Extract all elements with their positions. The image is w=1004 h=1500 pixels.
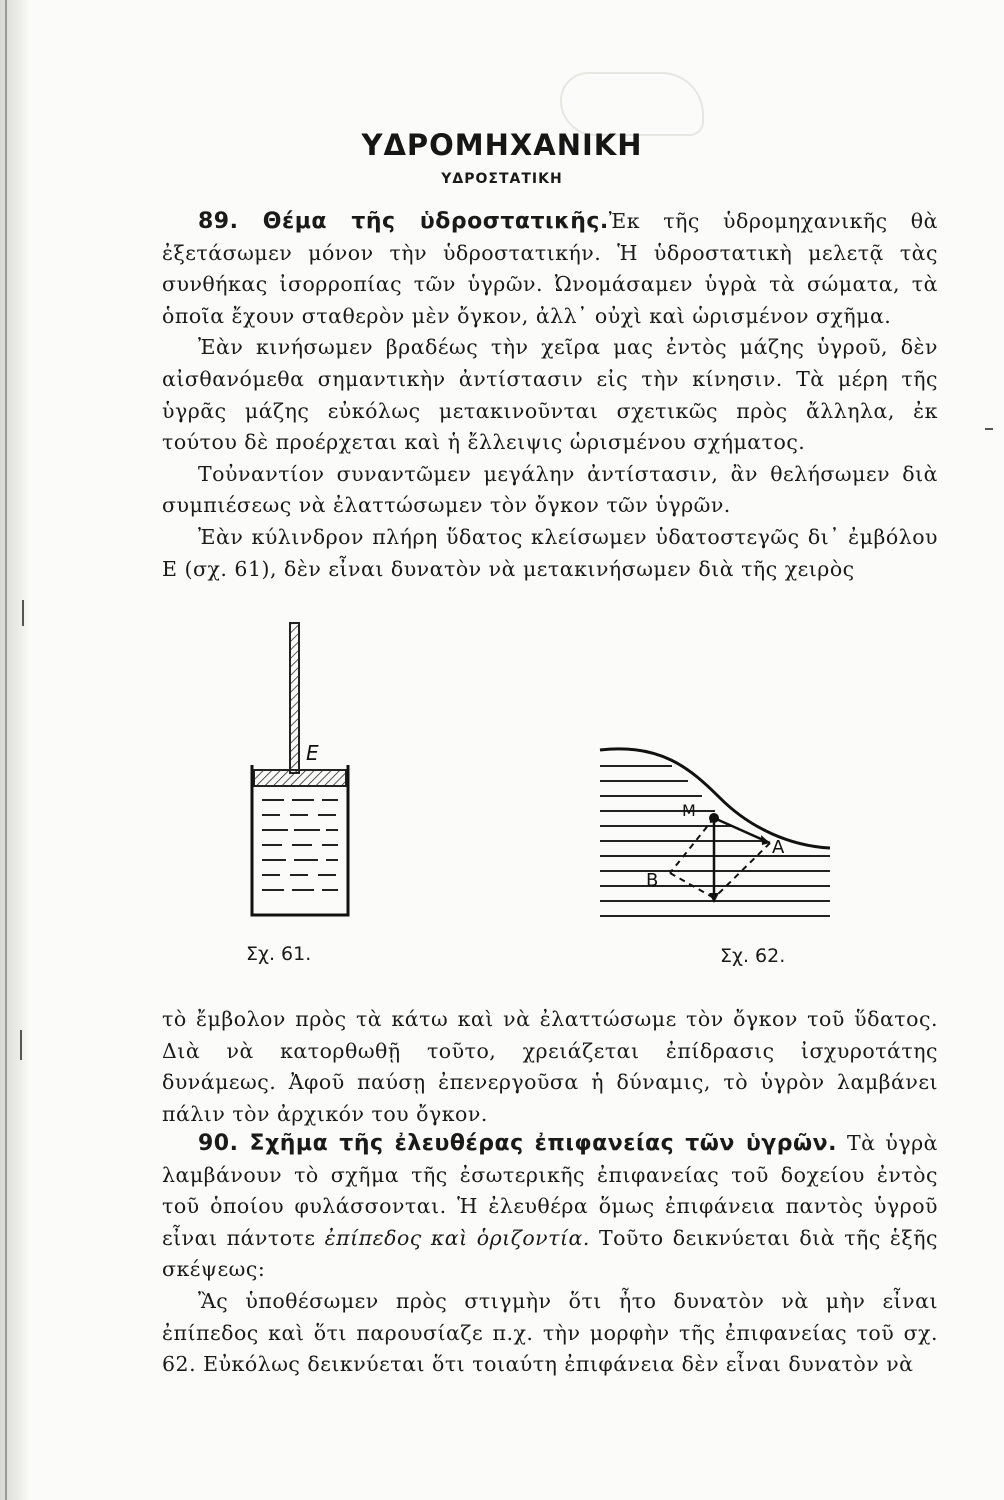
- bleed-through-ink: [560, 72, 704, 136]
- page-title: ΥΔΡΟΜΗΧΑΝΙΚΗ: [361, 128, 643, 162]
- paragraph-text: Ἐκ τῆς ὑδρομηχανικῆς θὰ ἐξετάσωμεν μόνον τὴν ὑδροστατικήν. Ἡ ὑδροστατικὴ μελετᾷ τὰς συνθήκας ἰσορροπίας τῶν ὑγρῶν. Ὠνομάσαμεν ὑγρὰ τὰ σώματα, τὰ ὁποῖα ἔχουν σταθερὸν μὲν ὄγκον, ἀλλ᾿ οὐχὶ καὶ ὡρισμένον σχῆμα.: [162, 209, 938, 328]
- paragraph-text: Τοῦτο δεικνύεται διὰ τῆς ἑξῆς σκέψεως:: [162, 1225, 938, 1282]
- point-b-label: Β: [646, 870, 659, 891]
- left-edge-mark: [22, 600, 24, 626]
- paragraph-text: Τὰ ὑγρὰ λαμβάνουν τὸ σχῆμα τῆς ἐσωτερικῆς ἐπιφανείας τοῦ δοχείου ἐντὸς τοῦ ὁποίου φυλάσσονται. Ἡ ἐλευθέρα ὅμως ἐπιφάνεια παντὸς ὑγροῦ εἶναι πάντοτε: [162, 1131, 938, 1250]
- paragraph: [162, 1128, 938, 1286]
- figure-62-caption: Σχ. 62.: [720, 945, 786, 967]
- paragraph: Ἂς ὑποθέσωμεν πρὸς στιγμὴν ὅτι ἦτο δυνατὸν νὰ μὴν εἶναι ἐπίπεδος καὶ ὅτι παρουσίαζε π.χ. τὴν μορφὴν τῆς ἐπιφανείας τοῦ σχ. 62. Εὐκόλως δεικνύεται ὅτι τοιαύτη ἐπιφάνεια δὲν εἶναι δυνατὸν νὰ: [162, 1288, 938, 1377]
- section-heading: 89. Θέμα τῆς ὑδροστατικῆς.: [198, 209, 609, 234]
- paragraph: Τοὐναντίον συναντῶμεν μεγάλην ἀντίστασιν, ἂν θελήσωμεν διὰ συμπιέσεως νὰ ἐλαττώσωμεν τὸν ὄγκον τῶν ὑγρῶν.: [162, 461, 938, 518]
- point-a-label: Α: [772, 837, 785, 858]
- point-m-label: Μ: [682, 801, 696, 820]
- figure-62-surface: [590, 738, 950, 918]
- section-89-continued: [162, 1004, 938, 1130]
- piston-label: Ε: [306, 741, 319, 765]
- figure-61-cylinder: [240, 615, 360, 935]
- binding-edge-line: [5, 0, 7, 1500]
- paragraph: Ἐὰν κινήσωμεν βραδέως τὴν χεῖρα μας ἐντὸς μάζης ὑγροῦ, δὲν αἰσθανόμεθα σημαντικὴν ἀντίστασιν εἰς τὴν κίνησιν. Τὰ μέρη τῆς ὑγρᾶς μάζης εὐκόλως μετακινοῦνται σχετικῶς πρὸς ἄλληλα, ἐκ τούτου δὲ προέρχεται καὶ ἡ ἔλλειψις ὡρισμένου σχήματος.: [162, 335, 938, 455]
- page-subtitle: ΥΔΡΟΣΤΑΤΙΚΗ: [441, 171, 563, 187]
- emphasized-text: ἐπίπεδος καὶ ὁριζοντία.: [324, 1225, 590, 1250]
- section-89-text: [162, 206, 938, 585]
- left-edge-mark: [20, 1030, 22, 1060]
- paragraph: Ἐὰν κύλινδρον πλήρη ὕδατος κλείσωμεν ὑδατοστεγῶς δι᾿ ἐμβόλου Ε (σχ. 61), δὲν εἶναι δυνατὸν νὰ μετακινήσωμεν διὰ τῆς χειρὸς: [162, 524, 938, 581]
- figure-61-caption: Σχ. 61.: [246, 943, 312, 965]
- section-90-text: [162, 1128, 938, 1381]
- right-edge-mark: [985, 428, 993, 430]
- section-heading: 90. Σχῆμα τῆς ἐλευθέρας ἐπιφανείας τῶν ὑγρῶν.: [198, 1131, 838, 1156]
- paragraph: τὸ ἔμβολον πρὸς τὰ κάτω καὶ νὰ ἐλαττώσωμε τὸν ὄγκον τοῦ ὕδατος. Διὰ νὰ κατορθωθῇ τοῦτο, χρειάζεται ἐπίδρασις ἰσχυροτάτης δυνάμεως. Ἀφοῦ παύσῃ ἐπενεργοῦσα ἡ δύναμις, τὸ ὑγρὸν λαμβάνει πάλιν τὸν ἀρχικόν του ὄγκον.: [162, 1007, 938, 1126]
- paragraph: [162, 206, 938, 332]
